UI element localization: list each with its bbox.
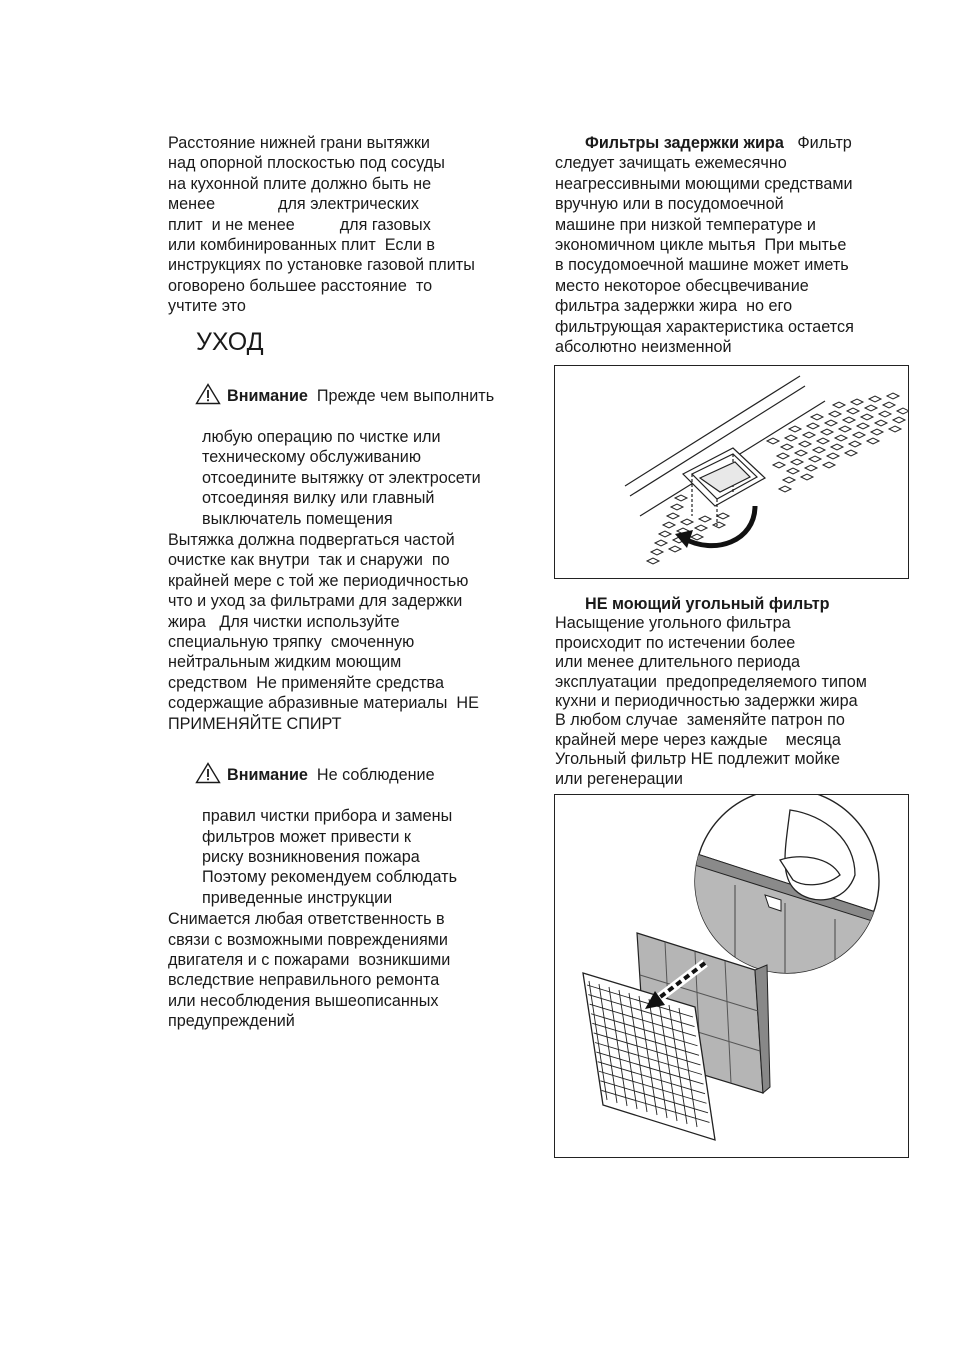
text-line: Фильтр [797, 134, 852, 152]
text-line: Снимается любая ответственность в [168, 910, 445, 929]
text-line: следует зачищать ежемесячно [555, 154, 787, 173]
text-line: двигателя и с пожарами возникшими [168, 951, 451, 970]
text-line: выключатель помещения [202, 509, 393, 528]
text-line: что и уход за фильтрами для задержки [168, 592, 463, 611]
text-line: место некоторое обесцвечивание [555, 276, 809, 295]
grease-filter-paragraph [555, 133, 915, 357]
text-line: ПРИМЕНЯЙТЕ СПИРТ [168, 714, 342, 733]
text-line: крайней мере через каждые месяца [555, 730, 841, 749]
text-line: учтите это [168, 297, 246, 316]
text-line: отсоедините вытяжку от электросети [202, 468, 481, 487]
text-line: кухни и периодичностью задержки жира [555, 692, 858, 711]
text-line: фильтра задержки жира но его [555, 297, 793, 316]
text-line: предупреждений [168, 1012, 295, 1031]
left-column [168, 133, 528, 1032]
text-line: любую операцию по чистке или [202, 427, 441, 446]
text-line: приведенные инструкции [202, 888, 393, 907]
liability-paragraph [168, 909, 528, 1031]
grease-filter-drawing [555, 366, 908, 578]
text-line: эксплуатации предопределяемого типом [555, 672, 867, 691]
text-line: жира Для чистки используйте [168, 612, 400, 631]
warning-triangle-icon [195, 383, 221, 405]
carbon-filter-drawing [555, 795, 908, 1157]
section-heading: УХОД [196, 327, 264, 356]
text-line: над опорной плоскостью под сосуды [168, 154, 445, 173]
text-line: инструкциях по установке газовой плиты [168, 256, 475, 275]
text-line: оговорено большее расстояние то [168, 276, 433, 295]
text-line: отсоединяя вилку или главный [202, 489, 435, 508]
text-line: или несоблюдения вышеописанных [168, 991, 439, 1010]
text-line: менее для электрических [168, 195, 420, 214]
right-column [555, 133, 915, 357]
text-line: содержащие абразивные материалы НЕ [168, 694, 479, 713]
text-line: Прежде чем выполнить [316, 387, 495, 406]
text-line: на кухонной плите должно быть не [168, 174, 432, 193]
text-line: или менее длительного периода [555, 653, 801, 672]
text-line: Насыщение угольного фильтра [555, 614, 791, 633]
carbon-filter-illustration [554, 794, 909, 1158]
text-line: или комбинированных плит Если в [168, 236, 436, 255]
text-line: вследствие неправильного ремонта [168, 971, 440, 990]
intro-paragraph [168, 133, 528, 317]
text-line: Угольный фильтр НЕ подлежит мойке [555, 750, 840, 769]
care-paragraph [168, 530, 528, 734]
carbon-filter-title: НЕ моющий угольный фильтр [585, 595, 830, 613]
text-line: связи с возможными повреждениями [168, 930, 448, 949]
warning-block [168, 742, 528, 908]
text-line: абсолютно неизменной [555, 338, 732, 357]
text-line: Вытяжка должна подвергаться частой [168, 530, 455, 549]
text-line: вручную или в посудомоечной [555, 195, 784, 214]
warning-label: Внимание [227, 766, 308, 785]
text-line: правил чистки прибора и замены [202, 807, 453, 826]
grease-filter-title: Фильтры задержки жира [585, 134, 784, 152]
text-line: или регенерации [555, 769, 683, 788]
warning-block [168, 363, 528, 529]
text-line: специальную тряпку смоченную [168, 632, 415, 651]
grease-filter-illustration [554, 365, 909, 579]
carbon-filter-paragraph [555, 595, 915, 789]
text-line: неагрессивными моющими средствами [555, 174, 853, 193]
text-line: нейтральным жидким моющим [168, 653, 402, 672]
text-line: средством Не применяйте средства [168, 673, 444, 692]
warning-label: Внимание [227, 387, 308, 406]
text-line: Не соблюдение [316, 766, 435, 785]
text-line: очистке как внутри так и снаружи по [168, 551, 450, 570]
text-line: в посудомоечной машине может иметь [555, 256, 849, 275]
text-line: риску возникновения пожара [202, 848, 420, 866]
text-line: плит и не менее для газовых [168, 215, 431, 234]
warning-triangle-icon [195, 762, 221, 784]
text-line: Поэтому рекомендуем соблюдать [202, 868, 457, 887]
text-line: происходит по истечении более [555, 633, 796, 652]
text-line: крайней мере с той же периодичностью [168, 571, 469, 590]
text-line: фильтрующая характеристика остается [555, 317, 854, 336]
text-line: Расстояние нижней грани вытяжки [168, 134, 430, 152]
text-line: фильтров может привести к [202, 827, 412, 846]
text-line: экономичном цикле мытья При мытье [555, 236, 847, 255]
text-line: В любом случае заменяйте патрон по [555, 711, 845, 730]
text-line: машине при низкой температуре и [555, 215, 816, 234]
text-line: техническому обслуживанию [202, 448, 421, 467]
